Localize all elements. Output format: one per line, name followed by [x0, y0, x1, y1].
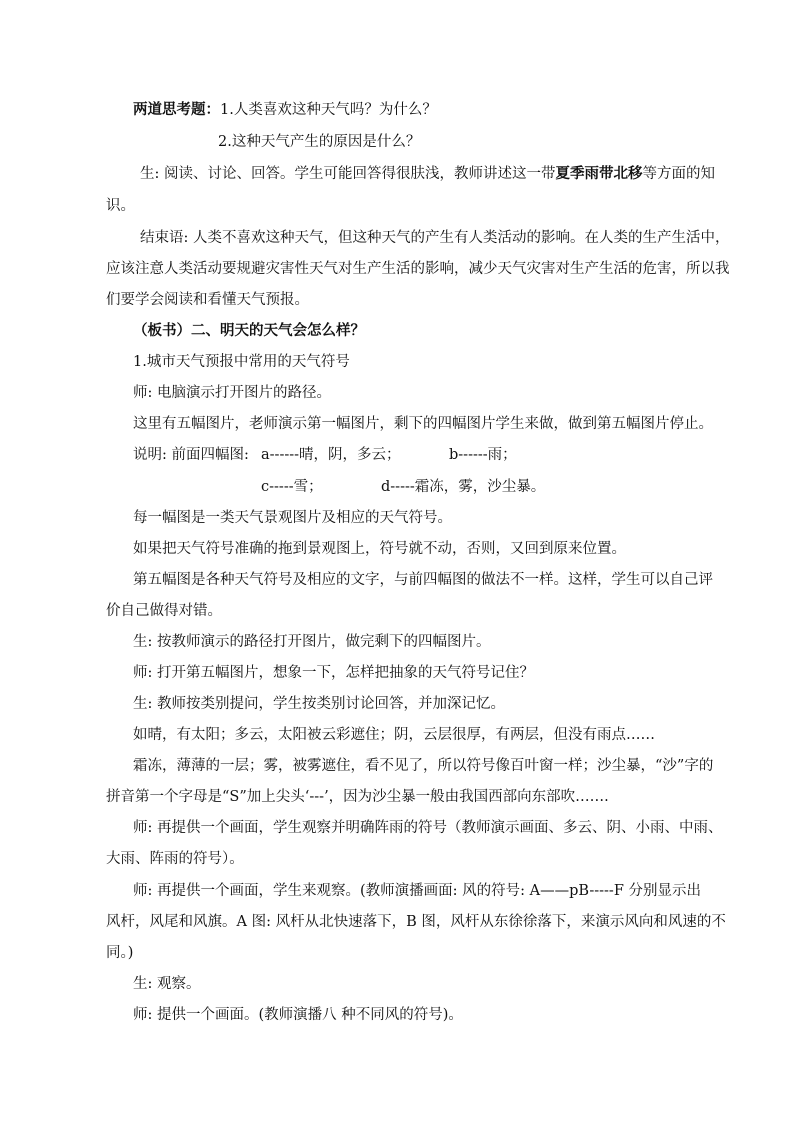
text-line: 如果把天气符号准确的拖到景观图上，符号就不动，否则，又回到原来位置。 — [133, 541, 626, 557]
student-line: 生: 教师按类别提问，学生按类别讨论回答，并加深记忆。 — [133, 696, 505, 712]
list-item-1: 1.城市天气预报中常用的天气符号 — [133, 354, 350, 370]
question-1-text: 1.人类喜欢这种天气吗？为什么？ — [220, 102, 437, 118]
teacher-line: 师: 打开第五幅图片，想象一下，怎样把抽象的天气符号记住？ — [133, 665, 534, 681]
paragraph-conclusion-line-3: 们要学会阅读和看懂天气预报。 — [106, 292, 309, 308]
question-label: 两道思考题： — [133, 101, 220, 118]
text-line: 这里有五幅图片，老师演示第一幅图片，剩下的四幅图片学生来做，做到第五幅图片停止。 — [133, 416, 713, 432]
explanation-d: d-----霜冻，雾，沙尘暴。 — [381, 479, 546, 495]
student-line: 生: 观察。 — [133, 976, 201, 992]
explanation-label: 说明: 前面四幅图: — [133, 447, 249, 463]
explanation-a: a------晴，阴，多云； — [261, 447, 401, 463]
section-heading: （板书）二、明天的天气会怎么样？ — [133, 322, 365, 339]
text-line: 大雨、阵雨的符号）。 — [106, 851, 244, 867]
question-2: 2.这种天气产生的原因是什么？ — [218, 134, 421, 150]
text-line: 第五幅图是各种天气符号及相应的文字，与前四幅图的做法不一样。这样，学生可以自己评 — [133, 572, 713, 588]
text-line: 每一幅图是一类天气景观图片及相应的天气符号。 — [133, 510, 452, 526]
text-line: 风杆，风尾和风旗。A 图: 风杆从北快速落下，B 图，风杆从东徐徐落下，来演示风向和风速的不 — [106, 914, 726, 930]
paragraph-student-answer — [140, 164, 715, 184]
teacher-line: 师: 提供一个画面。(教师演播八 种不同风的符号)。 — [133, 1007, 463, 1023]
text-line: 价自己做得对错。 — [106, 603, 222, 619]
paragraph-line: 识。 — [106, 198, 135, 214]
text-line: 如晴，有太阳；多云，太阳被云彩遮住；阴，云层很厚，有两层，但没有雨点…… — [133, 727, 655, 743]
explanation-b: b------雨； — [449, 447, 517, 463]
teacher-line: 师: 再提供一个画面，学生观察并明确阵雨的符号（教师演示画面、多云、阴、小雨、中雨、 — [133, 820, 723, 836]
bold-phrase: 夏季雨带北移 — [555, 165, 643, 182]
teacher-line: 师: 再提供一个画面，学生来观察。(教师演播画面: 风的符号: A——pB-----F 分别显示出 — [133, 883, 701, 899]
teacher-line: 师: 电脑演示打开图片的路径。 — [133, 385, 331, 401]
question-1 — [133, 100, 437, 120]
paragraph-conclusion-line-2: 应该注意人类活动要规避灾害性天气对生产生活的影响，减少天气灾害对生产生活的危害，所以我 — [106, 261, 730, 277]
paragraph-text: 等方面的知 — [642, 166, 715, 182]
student-line: 生: 按教师演示的路径打开图片，做完剩下的四幅图片。 — [133, 634, 491, 650]
paragraph-text: 生: 阅读、讨论、回答。学生可能回答得很肤浅，教师讲述这一带 — [140, 166, 556, 182]
text-line: 霜冻，薄薄的一层；雾，被雾遮住，看不见了，所以符号像百叶窗一样；沙尘暴，“沙”字的 — [133, 758, 714, 774]
text-line: 拼音第一个字母是“S”加上尖头‘---’，因为沙尘暴一般由我国西部向东部吹……. — [106, 789, 609, 805]
paragraph-conclusion-line-1: 结束语: 人类不喜欢这种天气，但这种天气的产生有人类活动的影响。在人类的生产生活中， — [140, 230, 730, 246]
text-line: 同。) — [106, 945, 134, 961]
explanation-c: c-----雪； — [261, 479, 323, 495]
